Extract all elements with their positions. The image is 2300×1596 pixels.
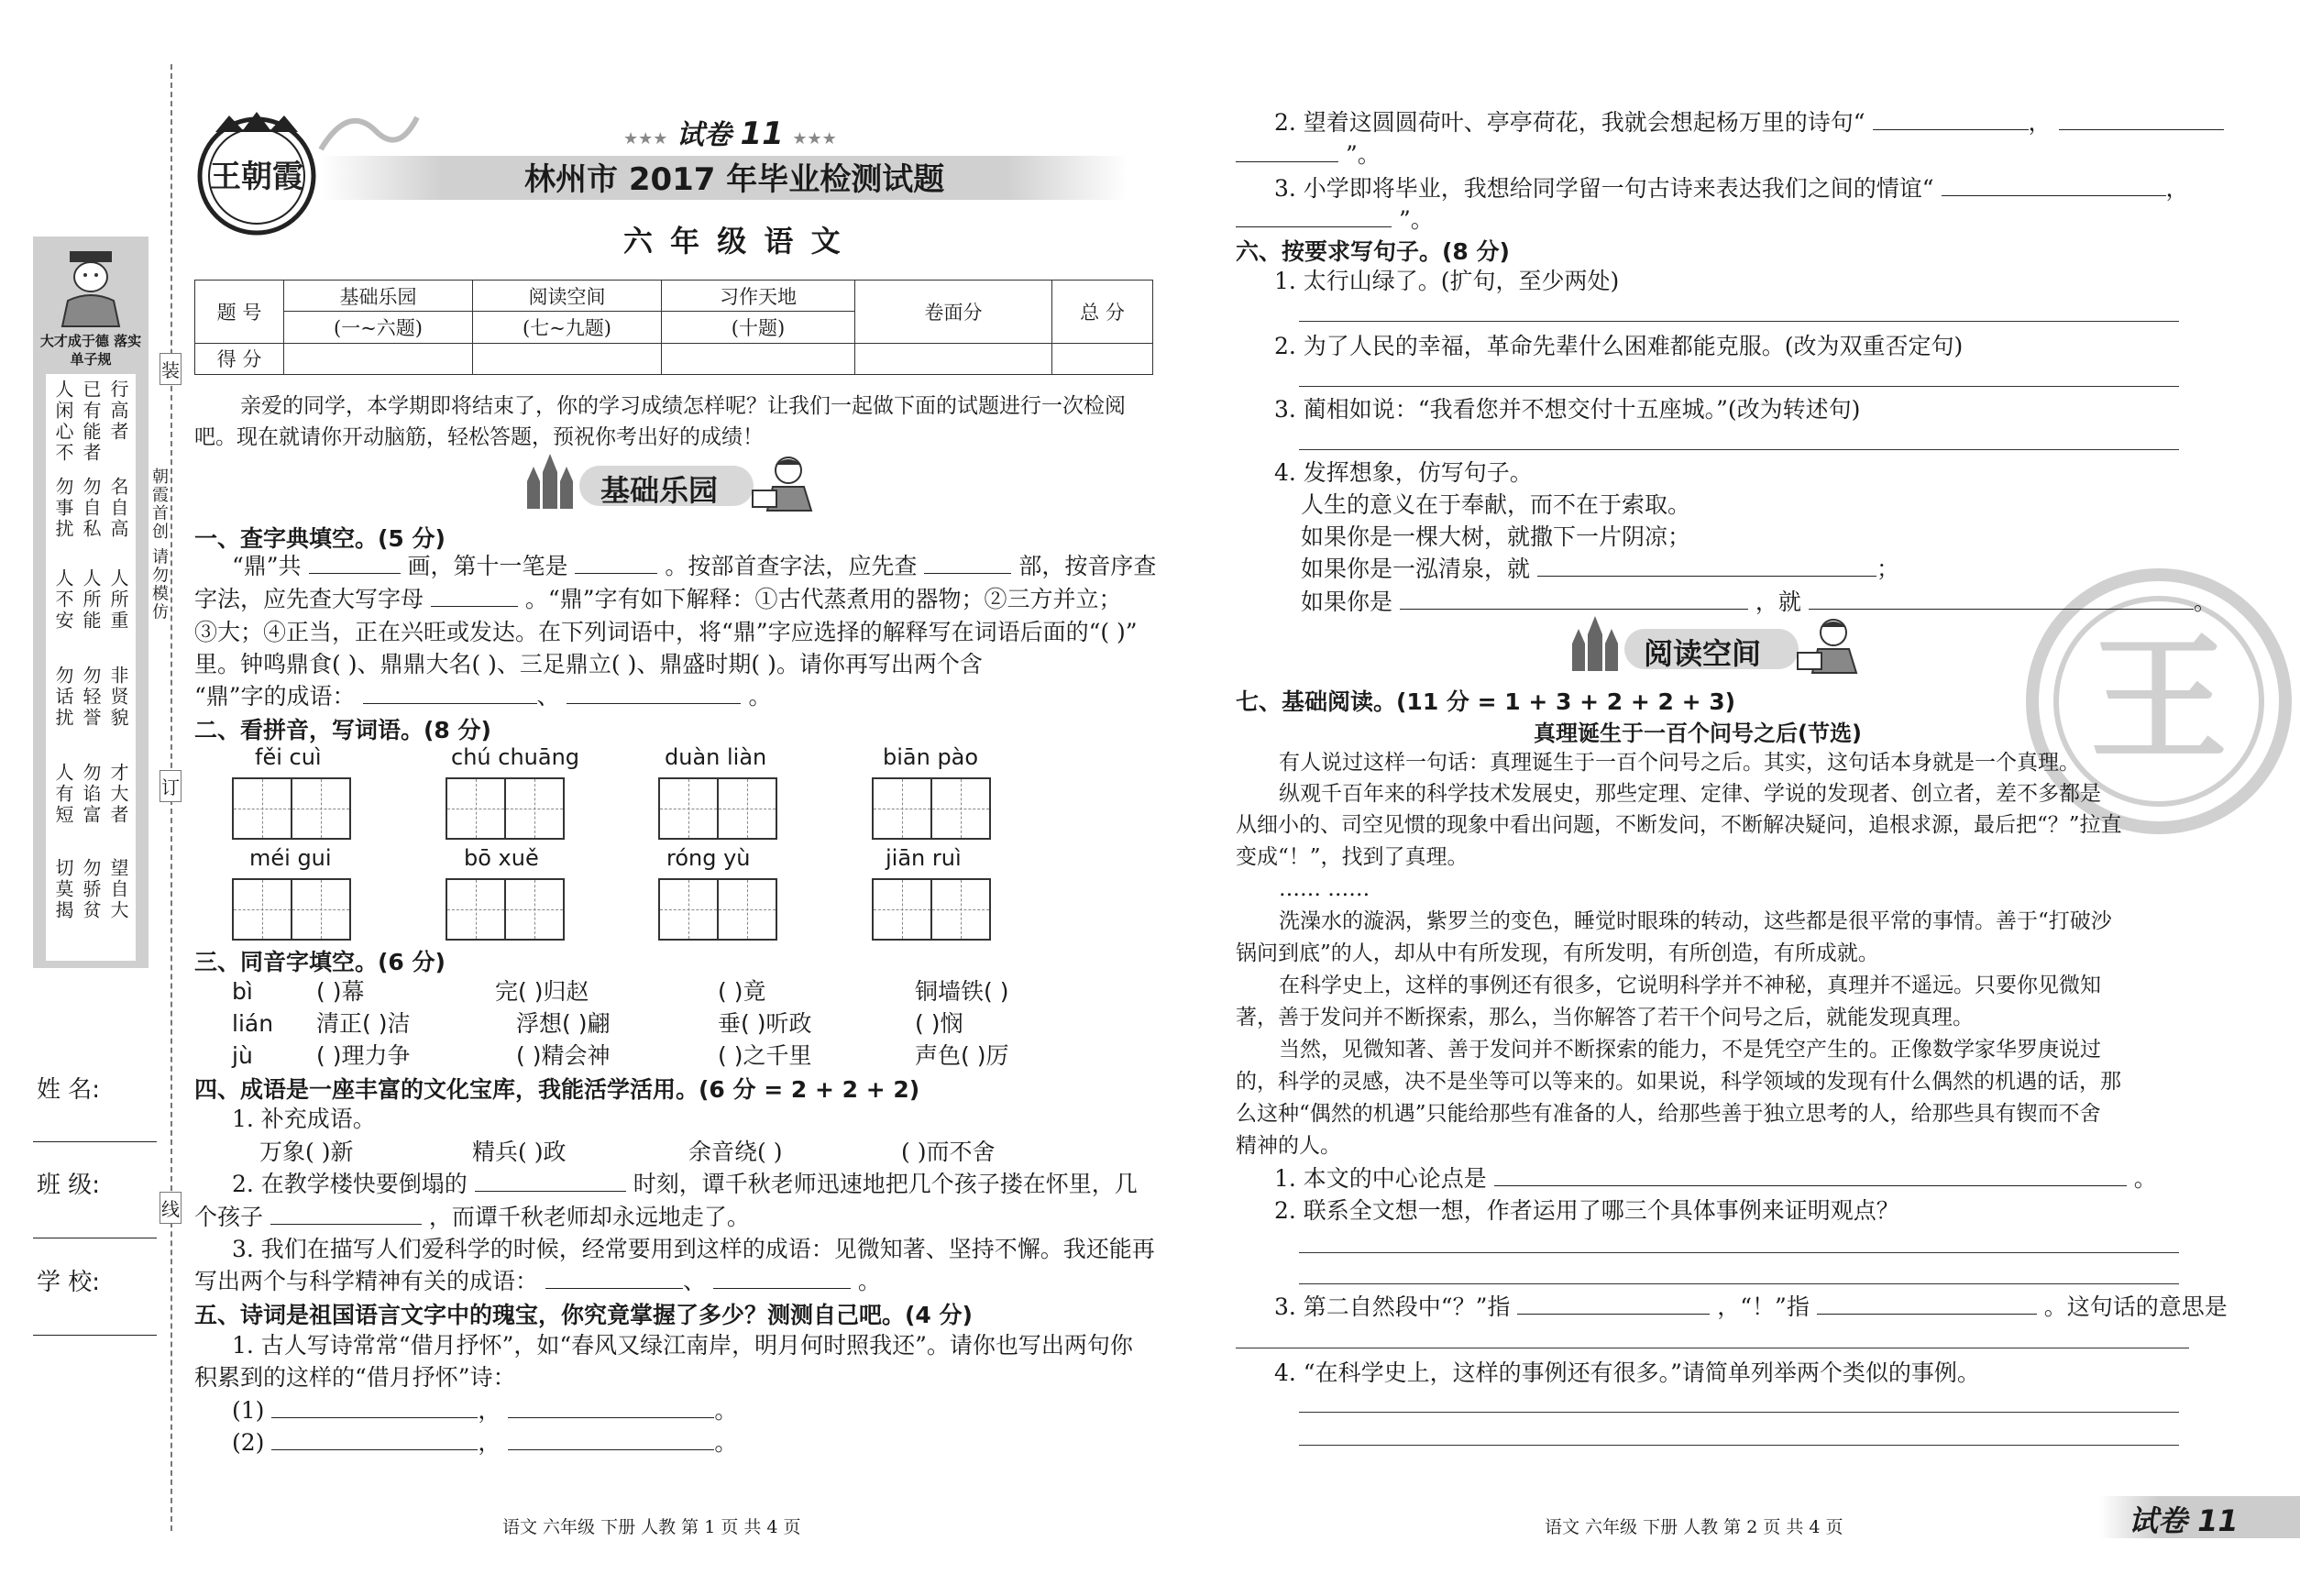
paper-number-line xyxy=(623,112,837,152)
binding-label-xian: 线 xyxy=(160,1192,182,1224)
student-reading-icon xyxy=(747,454,816,513)
char-grid[interactable] xyxy=(446,777,565,840)
score-cell[interactable] xyxy=(855,343,1052,374)
q7-title: 七、基础阅读。(11 分 = 1 + 3 + 2 + 2 + 3) xyxy=(1236,688,1736,715)
watermark-text: 王 xyxy=(2089,619,2228,780)
q5-s3-line2 xyxy=(1236,204,1434,236)
question-mark-blank[interactable] xyxy=(1517,1292,1710,1315)
student-reading-icon xyxy=(1792,616,1861,676)
friendship-poem-blank-2[interactable] xyxy=(1236,204,1392,227)
q5-label: (1) xyxy=(232,1397,265,1424)
col-reading-sub: (七~九题) xyxy=(473,312,662,343)
q3-item: 声色( )厉 xyxy=(915,1042,1009,1069)
idiom-item: 余音绕( ) xyxy=(688,1139,783,1165)
logo-text: 王朝霞 xyxy=(210,159,303,195)
answer-line[interactable] xyxy=(1299,1445,2179,1446)
score-table xyxy=(194,280,1153,375)
q6-text: 如果你是一泓清泉，就 xyxy=(1301,556,1531,582)
reading-section-title: 阅读空间 xyxy=(1644,636,1762,671)
footer-tag-text xyxy=(2129,1498,2239,1540)
row-label-number: 题 号 xyxy=(195,281,284,344)
answer-line[interactable] xyxy=(1299,449,2179,450)
q3-title: 三、同音字填空。(6 分) xyxy=(194,949,446,975)
subject-title: 六 年 级 语 文 xyxy=(623,224,844,259)
article-p5-4: 精神的人。 xyxy=(1236,1134,1341,1158)
q4-text: ，而谭千秋老师却永远地走了。 xyxy=(428,1204,750,1230)
q3-item: ( )悯 xyxy=(915,1010,963,1037)
q7-sub1 xyxy=(1274,1162,2157,1194)
q5-blank-1: (1) ， 。 xyxy=(232,1397,738,1424)
article-p3-1: 洗澡水的漩涡，紫罗兰的变色，睡觉时眼珠的转动，这些都是很平常的事情。善于“打破沙 xyxy=(1279,909,2112,933)
q4-s1: 1. 补充成语。 xyxy=(232,1106,376,1132)
q3-item: ( )精会神 xyxy=(516,1042,611,1069)
q1-line-5: “鼎”字的成语： 、 。 xyxy=(194,683,772,710)
intro-line-1: 亲爱的同学，本学期即将结束了，你的学习成绩怎样呢？让我们一起做下面的试题进行一次检阅 xyxy=(240,394,1126,418)
article-p4-1: 在科学史上，这样的事例还有很多，它说明科学并不神秘，真理并不遥远。只要你见微知 xyxy=(1279,974,2101,997)
idiom-item: 精兵( )政 xyxy=(472,1139,567,1165)
motto-col: 勿话扰 xyxy=(52,666,74,729)
moment-blank[interactable] xyxy=(475,1169,626,1192)
binding-label-zhuang: 装 xyxy=(160,353,182,385)
motto-col: 名自高 xyxy=(107,477,129,540)
yang-wanli-blank-2[interactable] xyxy=(2059,107,2224,130)
q6-s1: 1. 太行山绿了。(扩句，至少两处) xyxy=(1274,268,1620,294)
article-p3-2: 锅问到底”的人，却从中有所发现，有所发明，有所创造，有所成就。 xyxy=(1236,941,1879,965)
q5-title: 五、诗词是祖国语言文字中的瑰宝，你究竟掌握了多少？测测自己吧。(4 分) xyxy=(194,1302,973,1328)
article-p2-3: 变成“！”，找到了真理。 xyxy=(1236,845,1469,869)
col-writing: 习作天地 xyxy=(662,281,855,312)
article-p1: 有人说过这样一句话：真理诞生于一百个问号之后。其实，这句话本身就是一个真理。 xyxy=(1279,751,2080,775)
q2-title: 二、看拼音，写词语。(8 分) xyxy=(194,717,491,743)
char-grid[interactable] xyxy=(658,777,777,840)
col-reading: 阅读空间 xyxy=(473,281,662,312)
q3-pinyin: jù xyxy=(232,1042,253,1069)
motto-col: 人所能 xyxy=(80,568,102,632)
q5-text: 2. 望着这圆圆荷叶、亭亭荷花，我就会想起杨万里的诗句“ xyxy=(1274,109,1865,136)
class-label: 班 级: xyxy=(37,1172,101,1199)
article-p2-1: 纵观千百年来的科学技术发展史，那些定理、定律、学说的发现者、创立者，差不多都是 xyxy=(1279,782,2101,806)
motto-col: 人所重 xyxy=(107,568,129,632)
q7-text: ，“！”指 xyxy=(1717,1293,1810,1320)
q4-text: 。 xyxy=(857,1268,881,1294)
article-p2-2: 从细小的、司空见惯的现象中看出问题，不断发问，不断解决疑问，追根求源，最后把“？”拉直 xyxy=(1236,813,2122,837)
q4-s2-line2 xyxy=(194,1201,750,1233)
q5-s2-line2 xyxy=(1236,138,1381,171)
side-note: 朝霞首创 请勿模仿 xyxy=(149,468,169,622)
q5-s1-line1: 1. 古人写诗常常“借月抒怀”，如“春风又绿江南岸，明月何时照我还”。请你也写出两句你 xyxy=(232,1332,1133,1359)
footer-right: 语文 六年级 下册 人教 第 2 页 共 4 页 xyxy=(1545,1517,1843,1537)
char-grid[interactable] xyxy=(232,878,351,941)
q1-line-1 xyxy=(232,550,1156,582)
poem-line-blank[interactable] xyxy=(508,1427,714,1450)
q3-item: 清正( )洁 xyxy=(316,1010,411,1037)
motto-panel xyxy=(33,237,149,968)
idiom-item: ( )而不舍 xyxy=(901,1139,996,1165)
friendship-poem-blank-1[interactable] xyxy=(1942,173,2166,196)
q4-s3-line1: 3. 我们在描写人们爱科学的时候，经常要用到这样的成语：见微知著、坚持不懈。我还能再 xyxy=(232,1236,1155,1262)
motto-col: 人闲心不 xyxy=(52,380,74,464)
name-label: 姓 名: xyxy=(37,1076,101,1104)
radical-blank[interactable] xyxy=(924,551,1011,574)
strokes-blank[interactable] xyxy=(309,551,401,574)
col-basic: 基础乐园 xyxy=(284,281,473,312)
q6-text: ，就 xyxy=(1755,589,1801,615)
article-p5-3: 么这种“偶然的机遇”只能给那些有准备的人，给那些善于独立思考的人，给那些具有锲而不舍 xyxy=(1236,1102,2101,1126)
q3-item: ( )理力争 xyxy=(316,1042,411,1069)
q6-s4-b: 如果你是一棵大树，就撒下一片阴凉； xyxy=(1301,523,1691,550)
motto-col: 行高者 xyxy=(107,380,129,443)
pinyin: fěi cuì xyxy=(255,744,322,770)
scholar-figure-icon xyxy=(50,246,132,328)
q1-text: “鼎”共 xyxy=(232,553,302,579)
col-writing-sub: (十题) xyxy=(662,312,855,343)
q6-s4: 4. 发挥想象，仿写句子。 xyxy=(1274,459,1533,486)
q7-sub3 xyxy=(1274,1291,2228,1323)
q3-pinyin: bì xyxy=(232,978,253,1005)
letter-blank[interactable] xyxy=(431,584,518,607)
motto-col: 才大者 xyxy=(107,763,129,826)
motto-col: 望自大 xyxy=(107,858,129,921)
yang-wanli-blank-3[interactable] xyxy=(1236,139,1338,162)
article-p5-1: 当然，见微知著、善于发问并不断探索的能力，不是凭空产生的。正像数学家华罗庚说过 xyxy=(1279,1038,2101,1062)
char-grid[interactable] xyxy=(658,878,777,941)
motto-col: 非贤貌 xyxy=(107,666,129,729)
col-neatness: 卷面分 xyxy=(855,281,1052,344)
q4-title: 四、成语是一座丰富的文化宝库，我能活学活用。(6 分 = 2 + 2 + 2) xyxy=(194,1076,920,1103)
motto-columns xyxy=(46,374,136,961)
q7-text: 。 xyxy=(2133,1165,2157,1192)
char-grid[interactable] xyxy=(446,878,565,941)
motto-col: 人不安 xyxy=(52,568,74,632)
paper-number: 11 xyxy=(740,116,784,152)
q5-s2-line1: 2. 望着这圆圆荷叶、亭亭荷花，我就会想起杨万里的诗句“ ， xyxy=(1274,106,2224,138)
q7-text: 3. 第二自然段中“？”指 xyxy=(1274,1293,1511,1320)
char-grid[interactable] xyxy=(872,777,991,840)
basic-section-title: 基础乐园 xyxy=(600,473,719,508)
q4-s2-line1 xyxy=(232,1168,1138,1200)
pinyin: róng yù xyxy=(666,845,751,871)
thesis-blank[interactable] xyxy=(1494,1163,2127,1186)
brand-logo xyxy=(188,103,325,240)
q6-s4-a: 人生的意义在于奉献，而不在于索取。 xyxy=(1301,491,1691,518)
q4-text: 写出两个与科学精神有关的成语： xyxy=(194,1268,539,1294)
q7-sub2: 2. 联系全文想一想，作者运用了哪三个具体事例来证明观点？ xyxy=(1274,1197,1899,1224)
imitate-blank[interactable] xyxy=(1400,587,1748,610)
article-p4-2: 著，善于发问并不断探索，那么，当你解答了若干个问号之后，就能发现真理。 xyxy=(1236,1006,1974,1029)
q3-item: ( )竟 xyxy=(718,978,766,1005)
exam-title: 林州市 2017 年毕业检测试题 xyxy=(524,161,945,198)
q5-text: ”。 xyxy=(1345,141,1381,168)
motto-col: 勿事扰 xyxy=(52,477,74,540)
q1-text: “鼎”字的成语： xyxy=(194,683,356,710)
q1-text: 部，按音序查 xyxy=(1018,553,1157,579)
answer-line[interactable] xyxy=(1299,386,2179,387)
pinyin: jiān ruì xyxy=(886,845,962,871)
q3-item: 完( )归赵 xyxy=(495,978,589,1005)
q6-text: 如果你是 xyxy=(1301,589,1393,615)
motto-col: 勿骄贫 xyxy=(80,858,102,921)
footer-left: 语文 六年级 下册 人教 第 1 页 共 4 页 xyxy=(502,1517,801,1537)
poem-line-blank[interactable] xyxy=(271,1427,478,1450)
imitate-blank[interactable] xyxy=(1537,554,1876,577)
score-cell[interactable] xyxy=(473,343,662,374)
q6-s4-d: 如果你是 ，就 。 xyxy=(1301,589,2217,615)
article-p5-2: 的，科学的灵感，决不是坐等可以等来的。如果说，科学领域的发现有什么偶然的机遇的话，那 xyxy=(1236,1070,2121,1094)
q1-line-3: ③大；④正当，正在兴旺或发达。在下列词语中，将“鼎”字应选择的解释写在词语后面的“( )” xyxy=(194,619,1138,645)
col-total: 总 分 xyxy=(1052,281,1153,344)
paper-label: 试卷 xyxy=(676,119,732,151)
q3-item: 垂( )听政 xyxy=(718,1010,812,1037)
q5-s1-line2: 积累到的这样的“借月抒怀”诗： xyxy=(194,1364,516,1391)
char-grid[interactable] xyxy=(232,777,351,840)
answer-line[interactable] xyxy=(1299,1283,2179,1284)
pinyin: duàn liàn xyxy=(665,744,767,770)
ribbon-decoration-icon xyxy=(312,99,422,163)
q5-text: ”。 xyxy=(1398,206,1434,233)
footer-tag-number: 11 xyxy=(2197,1503,2239,1538)
q7-text: 1. 本文的中心论点是 xyxy=(1274,1165,1487,1192)
intro-line-2: 吧。现在就请你开动脑筋，轻松答题，预祝你考出好的成绩！ xyxy=(194,425,764,449)
q1-text: 。按部首查字法，应先查 xyxy=(665,553,918,579)
article-title: 真理诞生于一百个问号之后(节选) xyxy=(1534,721,1862,746)
motto-col: 已有能者 xyxy=(80,380,102,464)
q7-text: 。这句话的意思是 xyxy=(2043,1293,2228,1320)
q5-blank-2: (2) ， 。 xyxy=(232,1429,738,1456)
q7-sub4: 4. “在科学史上，这样的事例还有很多。”请简单列举两个类似的事例。 xyxy=(1274,1359,1980,1386)
stars-right: ★★★ xyxy=(792,129,837,149)
exclamation-blank[interactable] xyxy=(1817,1292,2037,1315)
q4-text: 2. 在教学楼快要倒塌的 xyxy=(232,1171,468,1197)
science-idiom-blank-2[interactable] xyxy=(713,1266,851,1289)
score-cell[interactable] xyxy=(662,343,855,374)
col-basic-sub: (一~六题) xyxy=(284,312,473,343)
q4-text: 个孩子 xyxy=(194,1204,264,1230)
children-blank[interactable] xyxy=(270,1202,422,1225)
idiom-blank-2[interactable] xyxy=(567,681,741,704)
poem-line-blank[interactable] xyxy=(508,1395,714,1418)
motto-col: 勿自私 xyxy=(80,477,102,540)
stars-left: ★★★ xyxy=(623,129,668,149)
school-field[interactable] xyxy=(33,1335,157,1336)
motto-col: 勿谄富 xyxy=(80,763,102,826)
q5-s3-line1: 3. 小学即将毕业，我想给同学留一句古诗来表达我们之间的情谊“ ， xyxy=(1274,175,2189,202)
idiom-item: 万象( )新 xyxy=(259,1139,354,1165)
q6-s4-c: 如果你是一泓清泉，就 ； xyxy=(1301,556,1899,582)
q5-label: (2) xyxy=(232,1429,265,1456)
motto-col: 勿轻誉 xyxy=(80,666,102,729)
q1-title: 一、查字典填空。(5 分) xyxy=(194,525,446,552)
q3-item: ( )幕 xyxy=(316,978,365,1005)
q1-text: 画，第十一笔是 xyxy=(407,553,568,579)
q6-title: 六、按要求写句子。(8 分) xyxy=(1236,238,1510,265)
q3-item: 铜墙铁( ) xyxy=(915,978,1009,1005)
q6-s2: 2. 为了人民的幸福，革命先辈什么困难都能克服。(改为双重否定句) xyxy=(1274,333,1964,359)
article-ellipsis: …… …… xyxy=(1279,877,1370,901)
q4-text: 时刻，谭千秋老师迅速地把几个孩子搂在怀里，几 xyxy=(633,1171,1138,1197)
school-label: 学 校: xyxy=(37,1269,101,1296)
answer-line[interactable] xyxy=(1299,1252,2179,1253)
footer-tag-label: 试卷 xyxy=(2129,1503,2188,1538)
q4-s3-line2: 写出两个与科学精神有关的成语： 、 。 xyxy=(194,1268,881,1294)
pinyin: méi gui xyxy=(249,845,332,871)
motto-col: 切莫揭 xyxy=(52,858,74,921)
science-idiom-blank-1[interactable] xyxy=(545,1266,683,1289)
pinyin: bō xuě xyxy=(464,845,539,871)
row-label-score: 得 分 xyxy=(195,343,284,374)
q6-s3: 3. 蔺相如说：“我看您并不想交付十五座城。”(改为转述句) xyxy=(1274,396,1861,423)
pinyin: biān pào xyxy=(883,744,979,770)
pinyin: chú chuāng xyxy=(451,744,580,770)
q1-text: 字法，应先查大写字母 xyxy=(194,586,424,612)
score-cell[interactable] xyxy=(284,343,473,374)
motto-col: 人有短 xyxy=(52,763,74,826)
q3-item: ( )之千里 xyxy=(718,1042,812,1069)
name-field[interactable] xyxy=(33,1141,157,1142)
q3-pinyin: lián xyxy=(232,1010,274,1037)
q1-line-2 xyxy=(194,583,1122,615)
char-grid[interactable] xyxy=(872,878,991,941)
idiom-blank-1[interactable] xyxy=(363,681,537,704)
q1-text: 。“鼎”字有如下解释：①古代蒸煮用的器物；②三方并立； xyxy=(524,586,1122,612)
poem-line-blank[interactable] xyxy=(271,1395,478,1418)
q1-text: 。 xyxy=(748,683,772,710)
eleventh-stroke-blank[interactable] xyxy=(575,551,657,574)
score-cell[interactable] xyxy=(1052,343,1153,374)
answer-line[interactable] xyxy=(1299,321,2179,322)
q3-item: 浮想( )翩 xyxy=(516,1010,611,1037)
q1-line-4: 里。钟鸣鼎食( )、鼎鼎大名( )、三足鼎立( )、鼎盛时期( )。请你再写出两个含 xyxy=(194,651,983,677)
binding-label-ding: 订 xyxy=(160,770,182,802)
castle-icon xyxy=(1568,616,1623,676)
motto-top: 大才成于德 落实单子规 xyxy=(39,333,142,368)
answer-line[interactable] xyxy=(1299,1412,2179,1413)
yang-wanli-blank-1[interactable] xyxy=(1873,107,2029,130)
castle-icon xyxy=(523,454,578,513)
q5-text: 3. 小学即将毕业，我想给同学留一句古诗来表达我们之间的情谊“ xyxy=(1274,175,1934,202)
